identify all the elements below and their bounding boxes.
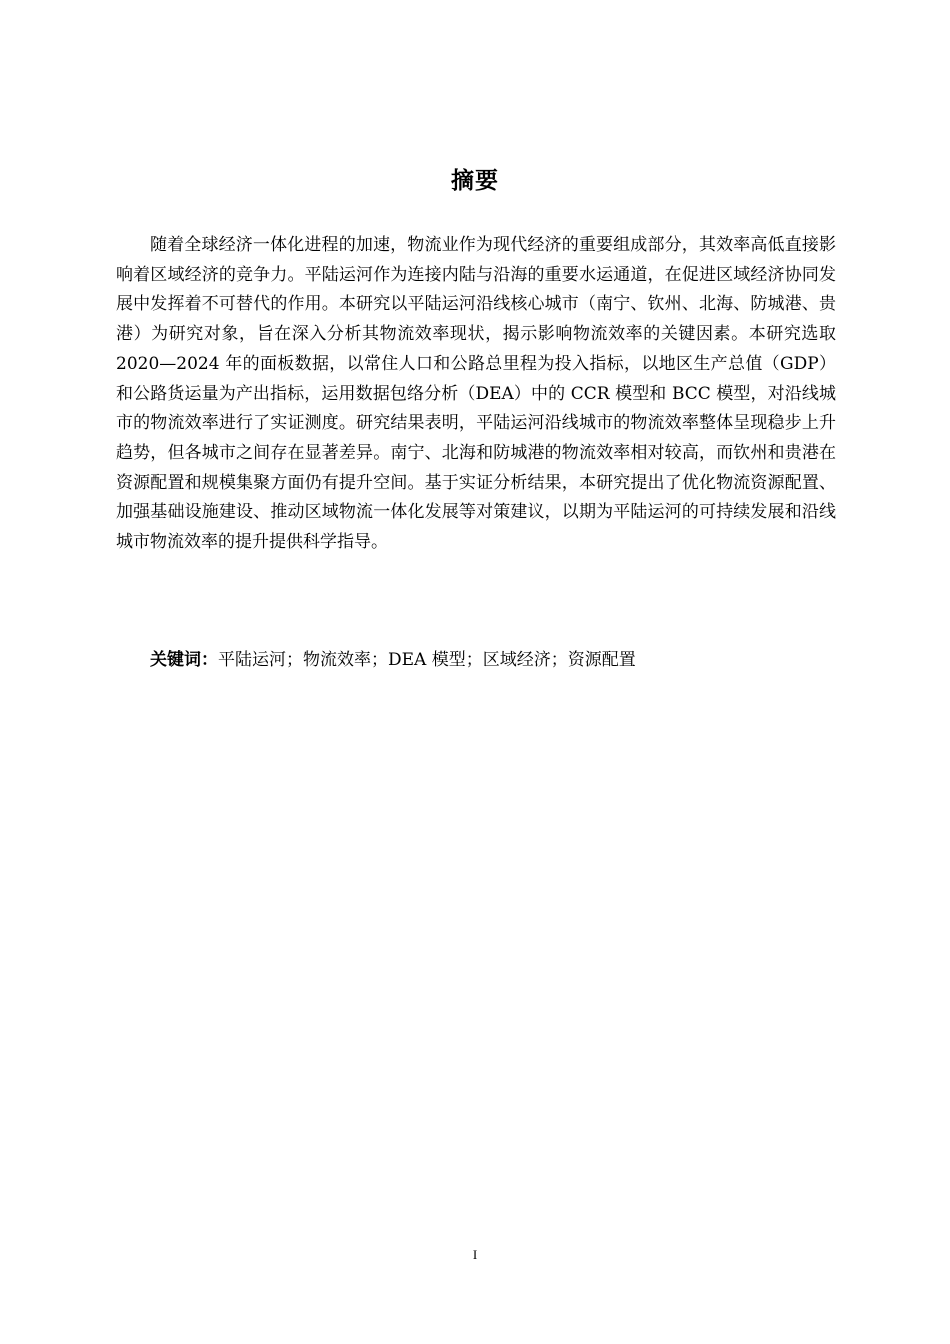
keywords-label: 关键词：	[150, 650, 218, 670]
abstract-title: 摘要	[451, 168, 499, 194]
keywords-text: 平陆运河；物流效率；DEA 模型；区域经济；资源配置	[218, 650, 636, 670]
keywords-line	[150, 646, 840, 676]
page-number: I	[472, 1247, 478, 1262]
abstract-body: 随着全球经济一体化进程的加速，物流业作为现代经济的重要组成部分，其效率高低直接影响着区域经济的竞争力。平陆运河作为连接内陆与沿海的重要水运通道，在促进区域经济协同发展中发挥着不可替代的作用。本研究以平陆运河沿线核心城市（南宁、钦州、北海、防城港、贵港）为研究对象，旨在深入分析其物流效率现状，揭示影响物流效率的关键因素。本研究选取 2020—2024 年的面板数据，以常住人口和公路总里程为投入指标，以地区生产总值（GDP）和公路货运量为产出指标，运用数据包络分析（DEA）中的 CCR 模型和 BCC 模型，对沿线城市的物流效率进行了实证测度。研究结果表明，平陆运河沿线城市的物流效率整体呈现稳步上升趋势，但各城市之间存在显著差异。南宁、北海和防城港的物流效率相对较高，而钦州和贵港在资源配置和规模集聚方面仍有提升空间。基于实证分析结果，本研究提出了优化物流资源配置、加强基础设施建设、推动区域物流一体化发展等对策建议，以期为平陆运河的可持续发展和沿线城市物流效率的提升提供科学指导。	[116, 235, 836, 553]
